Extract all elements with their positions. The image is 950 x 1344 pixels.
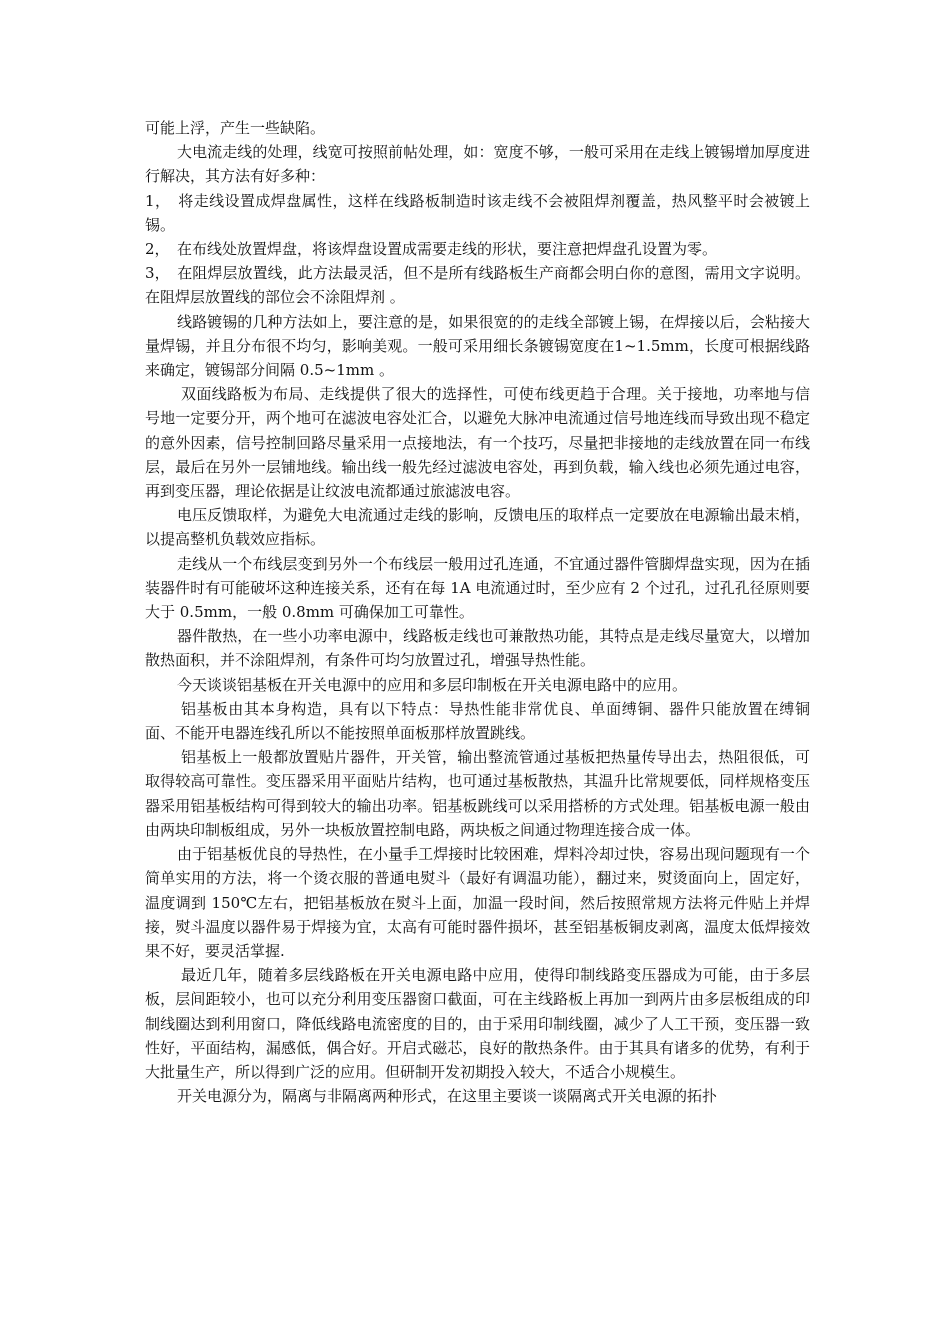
list-item-2: 2， 在布线处放置焊盘，将该焊盘设置成需要走线的形状，要注意把焊盘孔设置为零。	[145, 240, 718, 259]
paragraph-aluminum-intro: 今天谈谈铝基板在开关电源中的应用和多层印制板在开关电源电路中的应用。	[177, 675, 688, 694]
paragraph-aluminum-components: 铝基板上一般都放置贴片器件，开关管，输出整流管通过基板把热量传导出去，热阻很低，可取得较高可靠性。变压器采用平面贴片结构，也可通过基板散热，其温升比常规要低，同样规格变压器采用铝基板结构可得到较大的输出功率。铝基板跳线可以采用搭桥的方式处理。铝基板电源一般由由两块印制板组成，另外一块板放置控制电路，两块板之间通过物理连接合成一体。	[145, 748, 810, 839]
paragraph-continuation: 可能上浮，产生一些缺陷。	[145, 119, 326, 137]
paragraph-aluminum-soldering: 由于铝基板优良的导热性，在小量手工焊接时比较困难，焊料冷却过快，容易出现问题现有一个简单实用的方法，将一个烫衣服的普通电熨斗（最好有调温功能），翻过来，熨烫面向上，固定好，温度调到 150℃左右，把铝基板放在熨斗上面，加温一段时间，然后按照常规方法将元件贴上并焊接，熨斗温度以器件易于焊接为宜，太高有可能时器件损坏，甚至铝基板铜皮剥离，温度太低焊接效果不好，要灵活掌握.	[145, 845, 810, 960]
paragraph-double-sided-board: 双面线路板为布局、走线提供了很大的选择性，可使布线更趋于合理。关于接地，功率地与信号地一定要分开，两个地可在滤波电容处汇合，以避免大脉冲电流通过信号地连线而导致出现不稳定的意外因素，信号控制回路尽量采用一点接地法，有一个技巧，尽量把非接地的走线放置在同一布线层，最后在另外一层铺地线。输出线一般先经过滤波电容处，再到负载，输入线也必须先通过电容，再到变压器，理论依据是让纹波电流都通过旅滤波电容。	[145, 385, 810, 501]
list-item-3: 3， 在阻焊层放置线，此方法最灵活，但不是所有线路板生产商都会明白你的意图，需用文字说明。在阻焊层放置线的部位会不涂阻焊剂 。	[145, 264, 810, 307]
paragraph-voltage-feedback: 电压反馈取样，为避免大电流通过走线的影响，反馈电压的取样点一定要放在电源输出最末梢，以提高整机负载效应指标。	[145, 506, 810, 549]
paragraph-multilayer-board: 最近几年，随着多层线路板在开关电源电路中应用，使得印制线路变压器成为可能，由于多层板，层间距较小，也可以充分利用变压器窗口截面，可在主线路板上再加一到两片由多层板组成的印制线圈达到利用窗口，降低线路电流密度的目的，由于采用印制线圈，减少了人工干预，变压器一致性好，平面结构，漏感低，偶合好。开启式磁芯，良好的散热条件。由于其具有诸多的优势，有利于大批量生产，所以得到广泛的应用。但研制开发初期投入较大，不适合小规模生。	[145, 966, 810, 1081]
paragraph-power-supply-types: 开关电源分为，隔离与非隔离两种形式，在这里主要谈一谈隔离式开关电源的拓扑	[177, 1087, 718, 1106]
paragraph-via-routing: 走线从一个布线层变到另外一个布线层一般用过孔连通，不宜通过器件管脚焊盘实现，因为在插装器件时有可能破坏这种连接关系，还有在每 1A 电流通过时，至少应有 2 个过孔，过孔孔径原则要大于 0.5mm，一般 0.8mm 可确保加工可靠性。	[145, 554, 810, 622]
paragraph-aluminum-features: 铝基板由其本身构造，具有以下特点：导热性能非常优良、单面缚铜、器件只能放置在缚铜面、不能开电器连线孔所以不能按照单面板那样放置跳线。	[145, 699, 810, 743]
paragraph-tinning-methods: 线路镀锡的几种方法如上，要注意的是，如果很宽的的走线全部镀上锡，在焊接以后，会粘接大量焊锡，并且分布很不均匀，影响美观。一般可采用细长条镀锡宽度在1~1.5mm，长度可根据线路来确定，镀锡部分间隔 0.5~1mm 。	[145, 312, 810, 380]
paragraph-high-current-routing: 大电流走线的处理，线宽可按照前帖处理，如：宽度不够，一般可采用在走线上镀锡增加厚度进行解决，其方法有好多种：	[145, 143, 810, 186]
document-page	[145, 116, 810, 1108]
paragraph-heat-dissipation: 器件散热，在一些小功率电源中，线路板走线也可兼散热功能，其特点是走线尽量宽大，以增加散热面积，并不涂阻焊剂，有条件可均匀放置过孔，增强导热性能。	[145, 627, 810, 670]
list-item-1: 1， 将走线设置成焊盘属性，这样在线路板制造时该走线不会被阻焊剂覆盖，热风整平时会被镀上锡。	[145, 191, 810, 234]
